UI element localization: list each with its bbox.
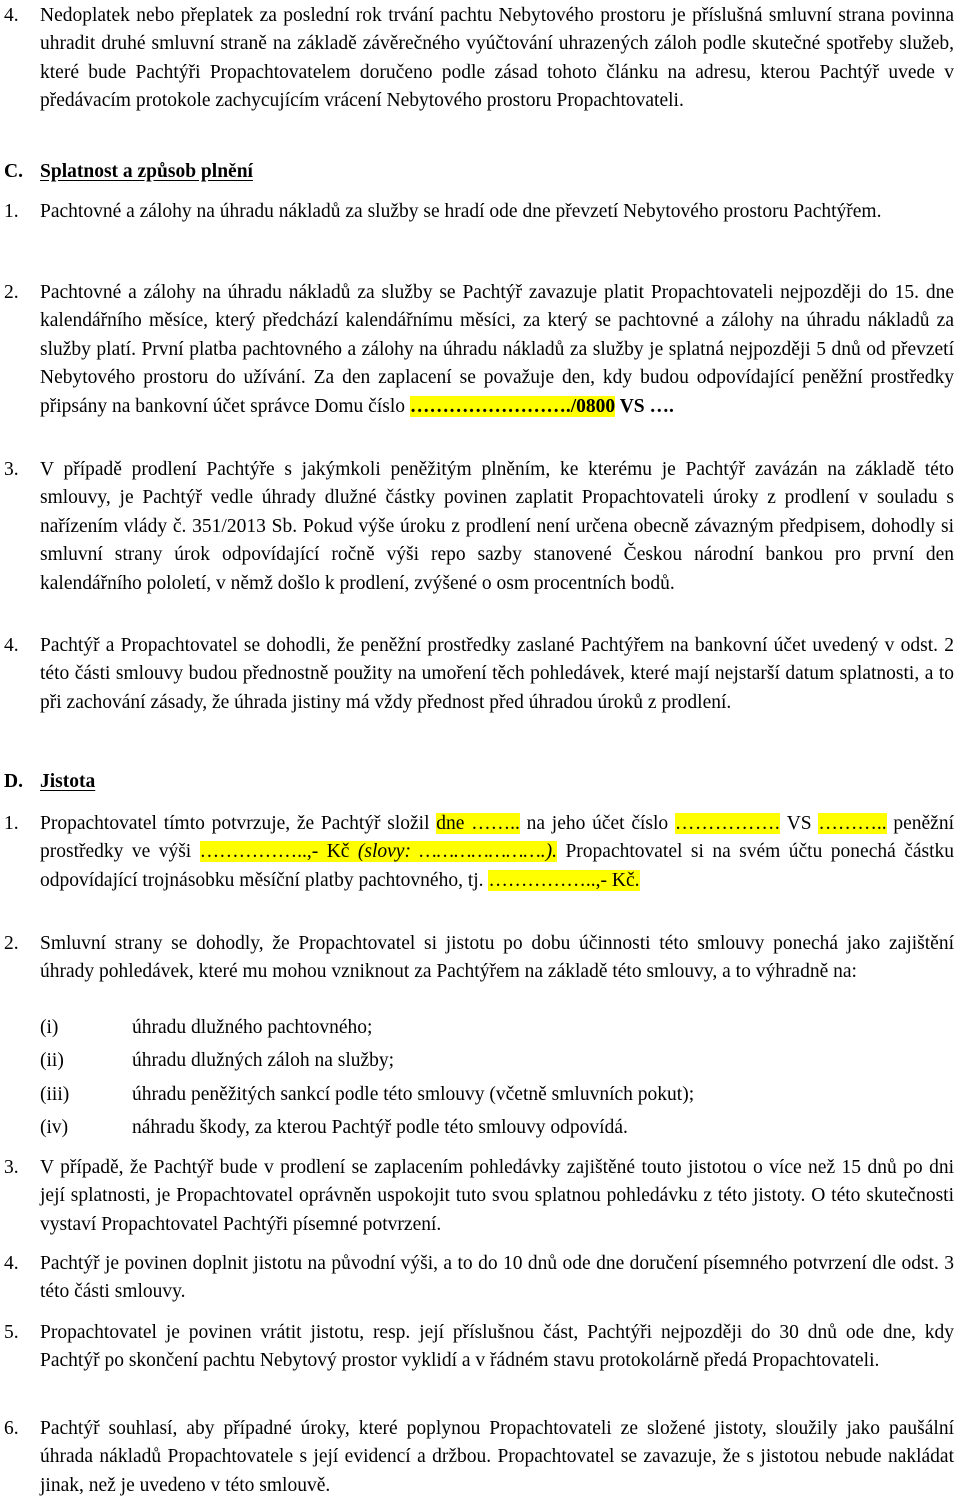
item-text: Pachtýř souhlasí, aby případné úroky, které poplynou Propachtovateli ze složené jistoty, sloužily jako paušální úhrada nákladů Propachtovatele s její evidencí a držbou. Propachtovatel se zavazuje, že s jistotou nebude nakládat jinak, než je uvedeno v této smlouvě. bbox=[40, 1418, 954, 1496]
account-fill: ……………. bbox=[674, 813, 781, 834]
section-d-item-4 bbox=[2, 1250, 954, 1307]
section-b-item-4 bbox=[2, 2, 954, 116]
subitem-text: úhradu dlužných záloh na služby; bbox=[132, 1050, 395, 1071]
text-part: Propachtovatel tímto potvrzuje, že Pachtýř složil bbox=[40, 813, 437, 834]
section-letter: C. bbox=[4, 161, 23, 182]
section-c-heading bbox=[4, 158, 253, 186]
item-number: 4. bbox=[4, 1253, 19, 1274]
section-title: Splatnost a způsob plnění bbox=[40, 161, 253, 182]
subitem-number: (ii) bbox=[40, 1050, 64, 1071]
item-text bbox=[40, 279, 954, 421]
item-text: Smluvní strany se dohodly, že Propachtovatel si jistotu po dobu účinnosti této smlouvy ponechá jako zajištění úhrady pohledávek, které mu mohou vzniknout za Pachtýřem na základě této smlouvy, a to výhradně na: bbox=[40, 933, 954, 983]
item-text: Nedoplatek nebo přeplatek za poslední rok trvání pachtu Nebytového prostoru je příslušná smluvní strana povinna uhradit druhé smluvní straně na základě závěrečného vyúčtování uhrazených záloh podle skutečné spotřeby služeb, které bude Pachtýři Propachtovatelem doručeno podle zásad tohoto článku na adresu, kterou Pachtýř uvede v předávacím protokole zachycujícím vrácení Nebytového prostoru Propachtovateli. bbox=[40, 5, 954, 112]
item-number: 4. bbox=[4, 635, 19, 656]
item-number: 1. bbox=[4, 813, 19, 834]
section-c-item-3 bbox=[2, 456, 954, 598]
section-d-heading bbox=[4, 768, 95, 796]
subitem-number: (iii) bbox=[40, 1084, 70, 1105]
item-number: 2. bbox=[4, 933, 19, 954]
item-number: 6. bbox=[4, 1418, 19, 1439]
item-text: Propachtovatel je povinen vrátit jistotu, resp. její příslušnou část, Pachtýři nejpozději do 30 dnů ode dne, kdy Pachtýř po skončení pachtu Nebytový prostor vyklidí a v řádném stavu protokolárně předá Propachtovateli. bbox=[40, 1322, 954, 1372]
item-number: 2. bbox=[4, 282, 19, 303]
item-text: V případě prodlení Pachtýře s jakýmkoli peněžitým plněním, ke kterému je Pachtýř zavázán na základě této smlouvy, je Pachtýř vedle úhrady dlužné částky povinen zaplatit Propachtovateli úroky z prodlení v souladu s nařízením vlády č. 351/2013 Sb. Pokud výše úroku z prodlení není určena obecně závazným předpisem, dohodly si smluvní strany úrok odpovídající ročně výši repo sazby stanovené Českou národní bankou pro první den kalendářního pololetí, v němž došlo k prodlení, zvýšené o osm procentních bodů. bbox=[40, 459, 954, 594]
vs-fill: ……….. bbox=[818, 813, 887, 834]
item-number: 5. bbox=[4, 1322, 19, 1343]
item-number: 3. bbox=[4, 459, 19, 480]
item-text: Pachtýř a Propachtovatel se dohodli, že peněžní prostředky zaslané Pachtýřem na bankovní účet uvedený v odst. 2 této části smlouvy budou přednostně použity na umoření těch pohledávek, které mají nejstarší datum splatnosti, a to při zachování zásady, že úhrada jistiny má vždy přednost před úhradou úroků z prodlení. bbox=[40, 635, 954, 713]
section-title: Jistota bbox=[40, 771, 96, 792]
item-text bbox=[40, 810, 954, 895]
section-d-item-6 bbox=[2, 1415, 954, 1500]
final-amount-fill: ……………..,- Kč. bbox=[488, 869, 640, 891]
item-text: Pachtýř je povinen doplnit jistotu na původní výši, a to do 10 dnů ode dne doručení písemného potvrzení dle odst. 3 této části smlouvy. bbox=[40, 1253, 954, 1303]
subitem-text: náhradu škody, za kterou Pachtýř podle této smlouvy odpovídá. bbox=[132, 1117, 628, 1138]
subitem-number: (i) bbox=[40, 1017, 59, 1038]
section-d-item-3 bbox=[2, 1154, 954, 1239]
item-text: V případě, že Pachtýř bude v prodlení se zaplacením pohledávky zajištěné touto jistotou o více než 15 dnů po dni její splatnosti, je Propachtovatel oprávněn uspokojit tuto svou splatnou pohledávku z této jistoty. O této skutečnosti vystaví Propachtovatel Pachtýři písemné potvrzení. bbox=[40, 1157, 954, 1235]
text-part: peněžní prostředky ve výši bbox=[40, 813, 955, 863]
item-number: 3. bbox=[4, 1157, 19, 1178]
item-text: Pachtovné a zálohy na úhradu nákladů za služby se hradí ode dne převzetí Nebytového prostoru Pachtýřem. bbox=[40, 201, 882, 222]
subitem-text: úhradu peněžitých sankcí podle této smlouvy (včetně smluvních pokut); bbox=[132, 1084, 695, 1105]
item-text-main: Pachtovné a zálohy na úhradu nákladů za služby se Pachtýř zavazuje platit Propachtovateli nejpozději do 15. dne kalendářního měsíce, který předchází kalendářnímu měsíci, za který se pachtovné a zálohy na úhradu nákladů za služby platí. První platba pachtovného a zálohy na úhradu nákladů za služby je splatná nejpozději 5 dnů od převzetí Nebytového prostoru do užívání. Za den zaplacení se považuje den, kdy budou odpovídající peněžní prostředky připsány na bankovní účet správce Domu číslo bbox=[40, 282, 954, 417]
section-d-item-5 bbox=[2, 1319, 954, 1376]
text-part: Propachtovatel si na svém účtu ponechá částku odpovídající trojnásobku měsíční platby pachtovného, tj. bbox=[40, 841, 955, 891]
section-d-item-1 bbox=[2, 810, 954, 895]
subitem-number: (iv) bbox=[40, 1117, 69, 1138]
section-d-item-2 bbox=[2, 930, 954, 987]
section-letter: D. bbox=[4, 771, 23, 792]
vs-fill: VS …. bbox=[615, 395, 674, 417]
section-c-item-2 bbox=[2, 279, 954, 421]
subitem-text: úhradu dlužného pachtovného; bbox=[132, 1017, 373, 1038]
date-fill: dne …….. bbox=[436, 813, 520, 834]
amount-words-fill: (slovy: ………………….). bbox=[349, 841, 558, 863]
section-c-item-4 bbox=[2, 632, 954, 717]
text-part: VS bbox=[780, 813, 819, 834]
bank-account-fill: ……………………./0800 bbox=[409, 395, 616, 417]
item-number: 1. bbox=[4, 201, 19, 222]
item-number: 4. bbox=[4, 5, 19, 26]
text-part: na jeho účet číslo bbox=[519, 813, 675, 834]
amount-fill: ……………..,- Kč bbox=[199, 841, 350, 863]
section-c-item-1 bbox=[2, 198, 954, 226]
